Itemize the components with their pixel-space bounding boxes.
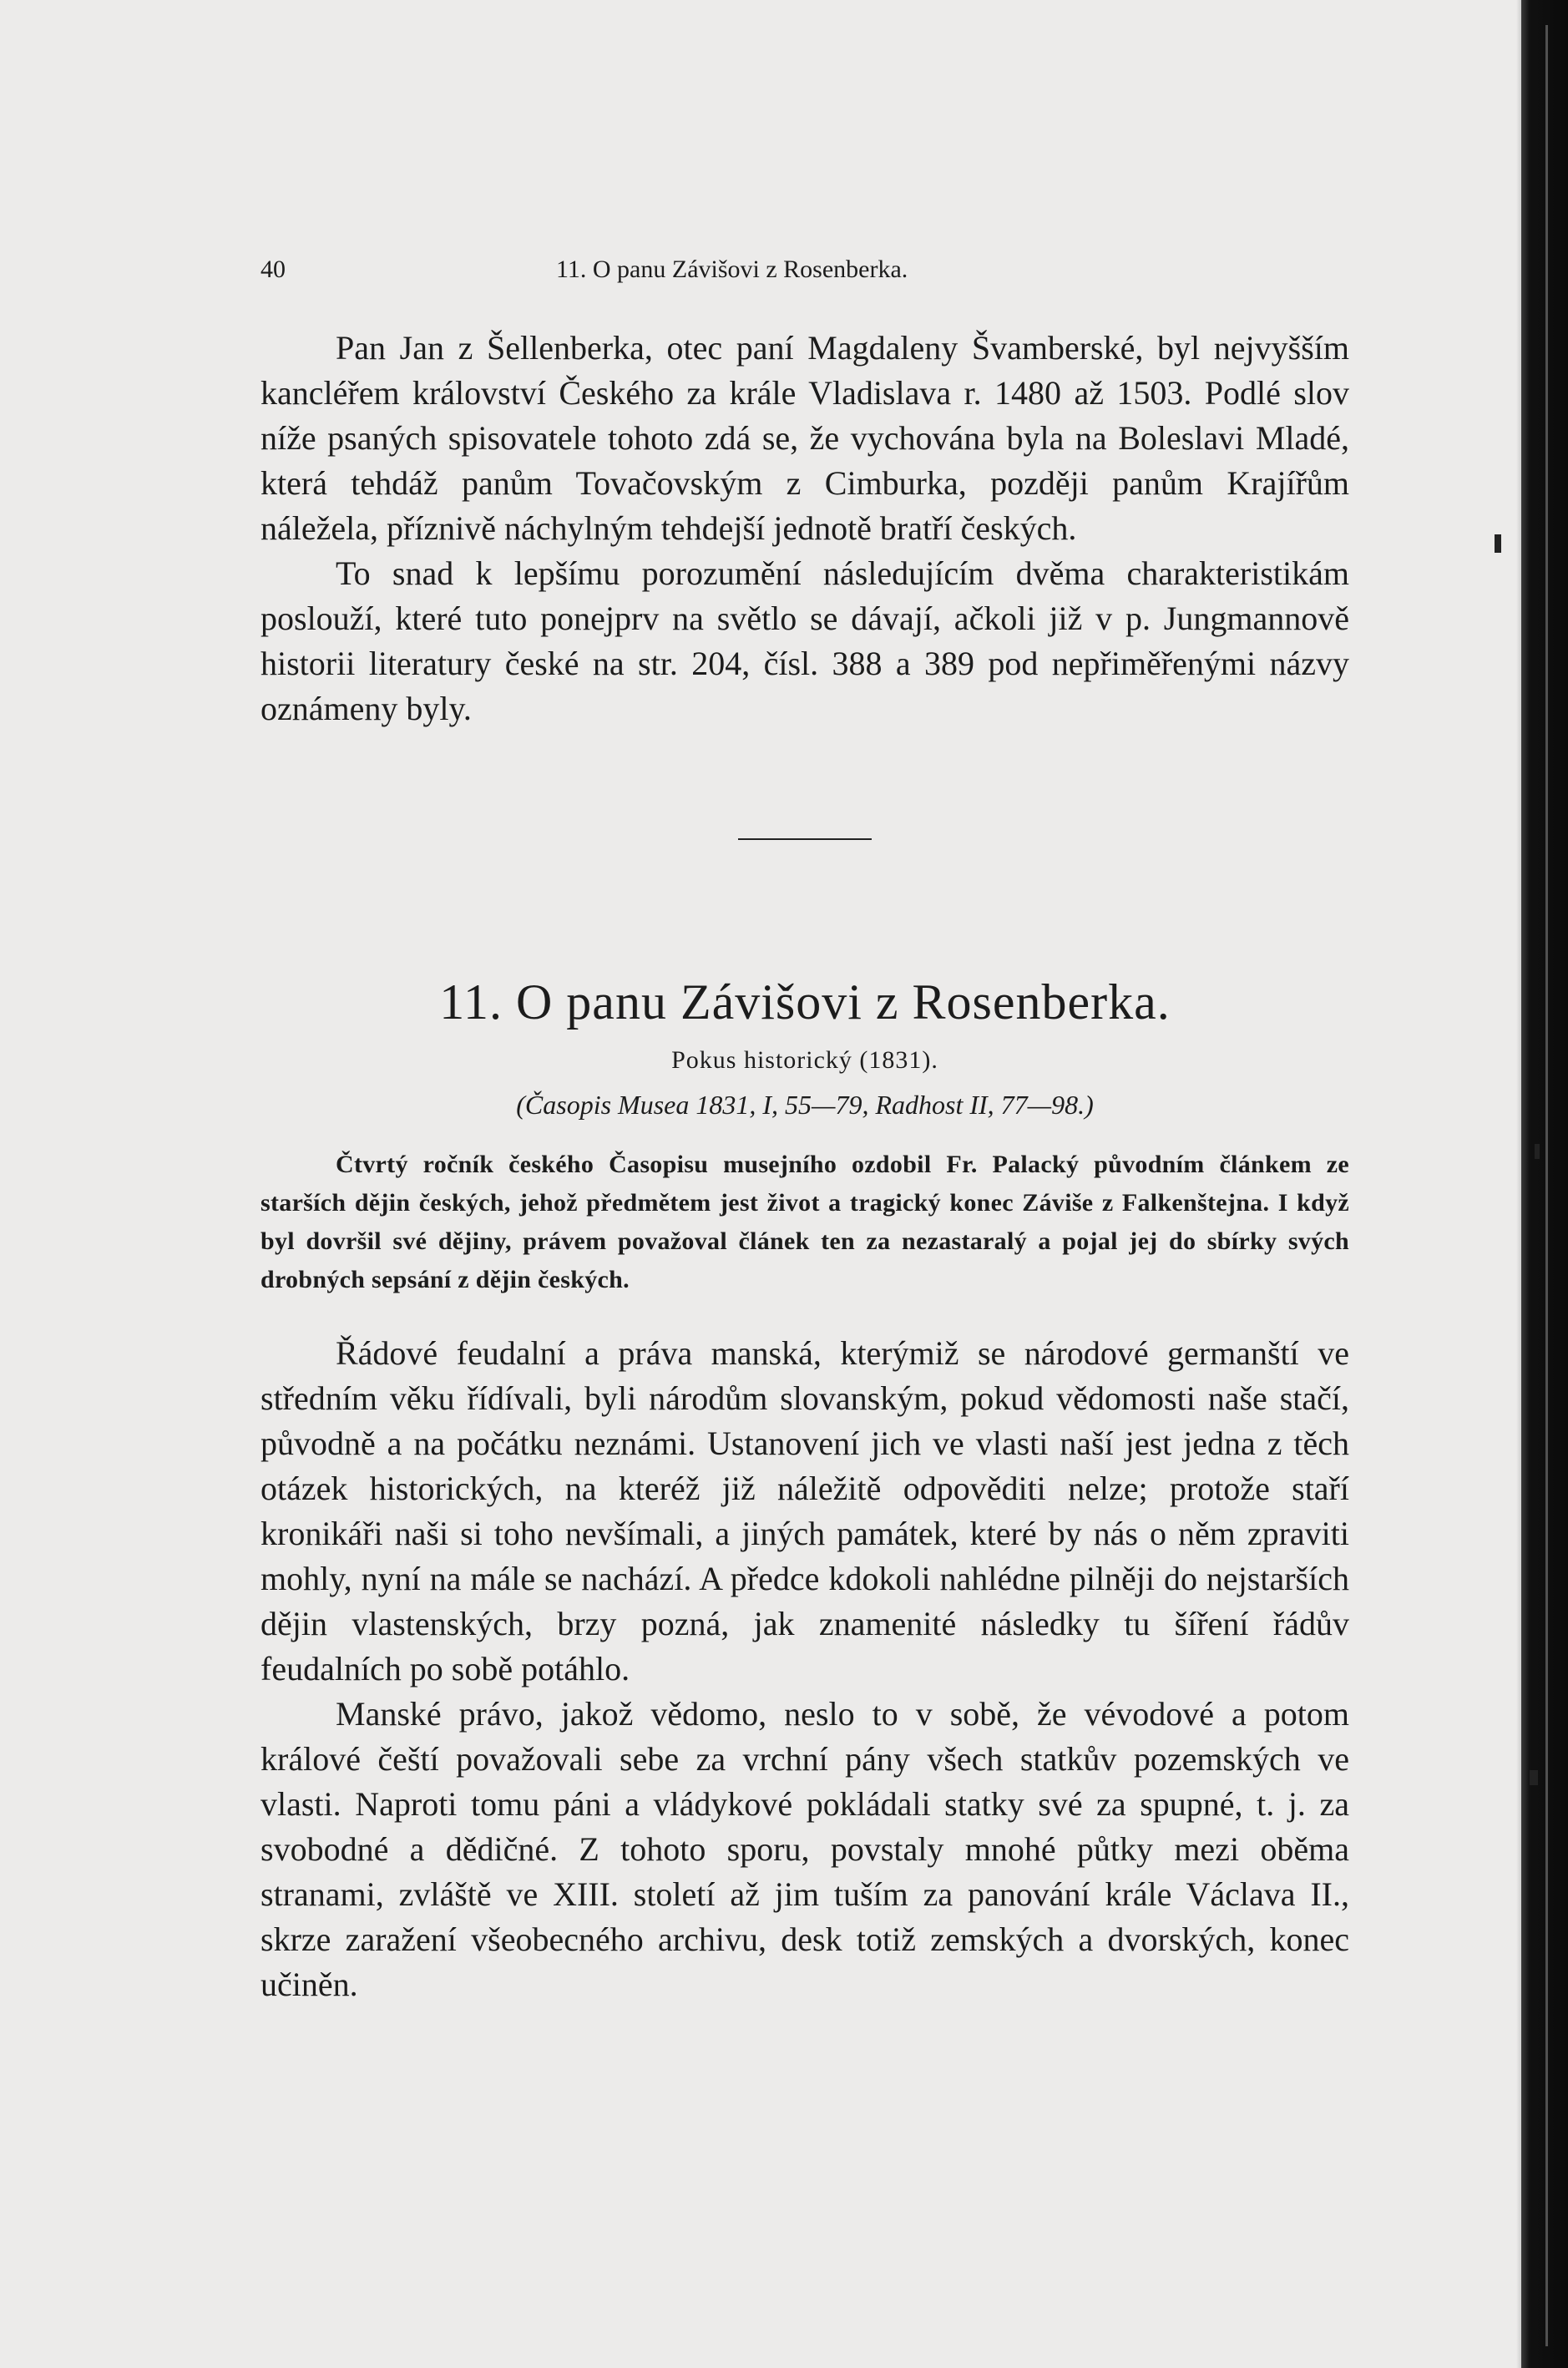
paragraph: To snad k lepšímu porozumění následujícím dvěma charakteristikám poslouží, které tuto ponejprv na světlo se dávají, ačkoli již v p. Jungmannově historii literatury české na str. 204, čísl. 388 a 389 pod nepřiměřenými názvy oznámeny byly. [260, 554, 1349, 727]
scan-speck [1495, 534, 1501, 553]
scan-speck [1530, 1770, 1538, 1785]
running-title: 11. O panu Závišovi z Rosenberka. [556, 256, 908, 283]
page-content [260, 250, 1349, 2007]
book-spine-edge [1521, 0, 1568, 2368]
paragraph: Pan Jan z Šellenberka, otec paní Magdaleny Švamberské, byl nejvyšším kancléřem království Českého za krále Vladislava r. 1480 až 1503. Podlé slov níže psaných spisovatele tohoto zdá se, že vychována byla na Boleslavi Mladé, která tehdáž panům Tovačovským z Cimburka, později panům Krajířům náležela, příznivě náchylným tehdejší jednotě bratří českých. [260, 329, 1349, 547]
section-divider [738, 838, 872, 840]
running-head [260, 250, 1349, 291]
editorial-note: Čtvrtý ročník českého Časopisu musejního ozdobil Fr. Palacký původním článkem ze starších dějin českých, jehož předmětem jest život a tragický konec Záviše z Falkenštejna. I když byl dovršil své dějiny, právem považoval článek ten za nezastaralý a pojal jej do sbírky svých drobných sepsání z dějin českých. [260, 1151, 1349, 1293]
paragraph: Řádové feudalní a práva manská, kterýmiž se národové germanští ve středním věku řídívali, byli národům slovanským, pokud vědomosti naše stačí, původně a na počátku neznámi. Ustanovení jich ve vlasti naší jest jedna z těch otázek historických, na kteréž již náležitě odpověditi nelze; protože staří kronikáři naši si toho nevšímali, a jiných památek, které by nás o něm zpraviti mohly, nyní na mále se nachází. A předce kdokoli nahlédne pilněji do nejstarších dějin vlastenských, brzy pozná, jak znamenité následky tu šíření řádův feudalních po sobě potáhlo. [260, 1334, 1349, 1687]
edge-line [1545, 25, 1548, 2346]
chapter-title: 11. O panu Závišovi z Rosenberka. [439, 974, 1171, 1030]
paragraph: Manské právo, jakož vědomo, neslo to v sobě, že vévodové a potom králové čeští považovali sebe za vrchní pány všech statkův pozemských ve vlasti. Naproti tomu páni a vládykové pokládali statky své za spupné, t. j. za svobodné a dědičné. Z tohoto sporu, povstaly mnohé půtky mezi oběma stranami, zvláště ve XIII. století až jim tuším za panování krále Václava II., skrze zaražení všeobecného archivu, desk totiž zemských a dvorských, konec učiněn. [260, 1695, 1349, 2003]
chapter-subtitle: Pokus historický (1831). [671, 1046, 938, 1074]
chapter-source: (Časopis Musea 1831, I, 55—79, Radhost II, 77—98.) [516, 1090, 1094, 1120]
page-number: 40 [260, 256, 286, 283]
scan-speck [1535, 1144, 1540, 1159]
